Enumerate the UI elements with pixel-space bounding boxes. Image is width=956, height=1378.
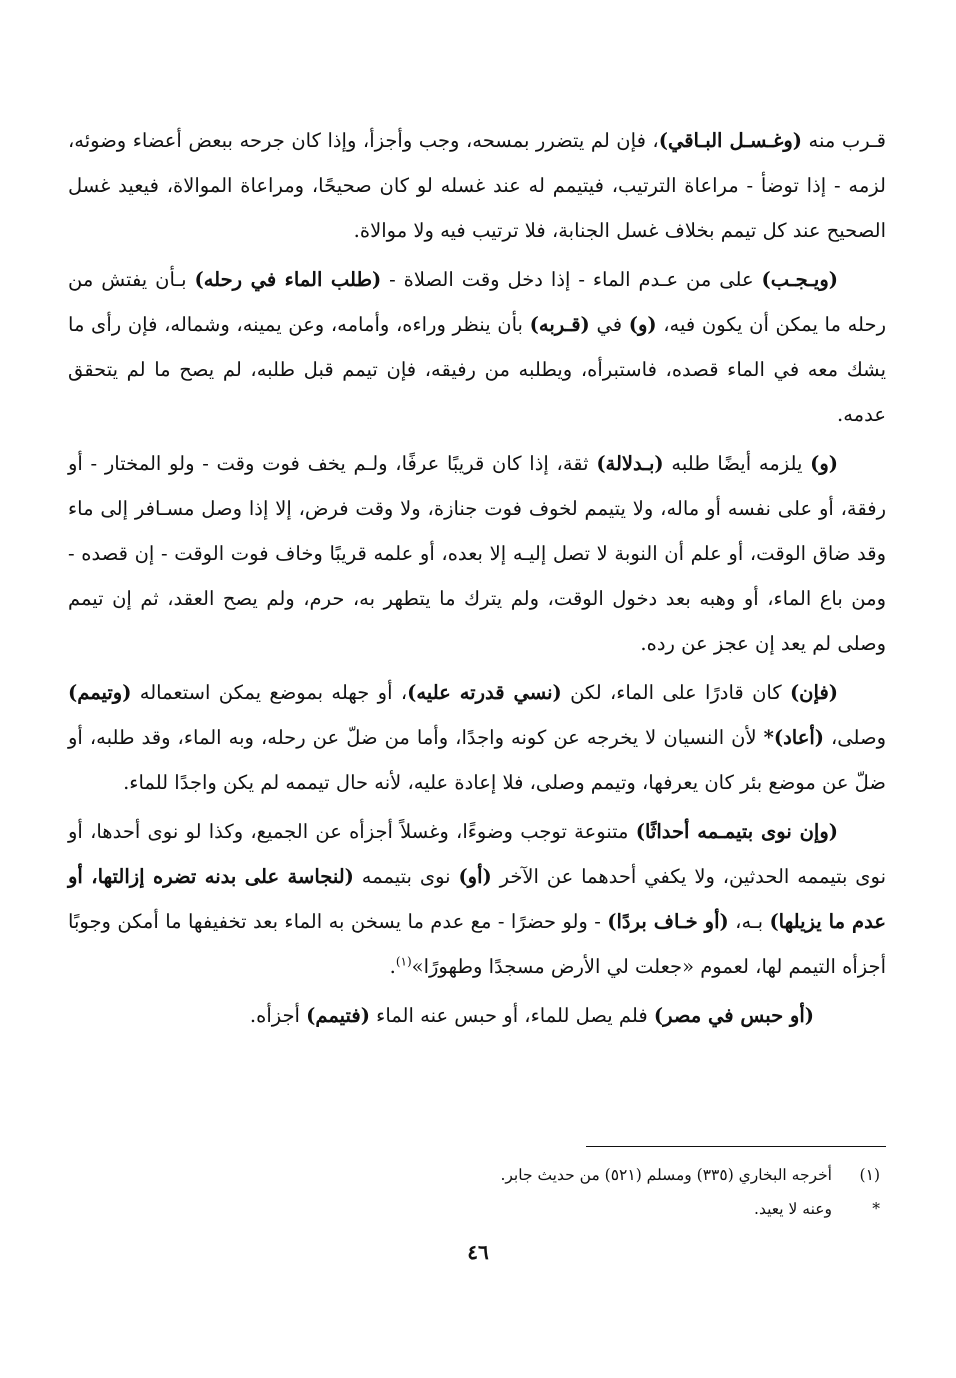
sharh-text: بـأن يفتش من رحله ما يمكن أن يكون فيه، — [68, 268, 886, 336]
sharh-text: ، فإن لم يتضرر بمسحه، وجب وأجزأ، وإذا كان جرحه ببعض أعضاء وضوئه، لزمه - إذا توضأ - مراعاة الترتيب، فيتيمم له عند غسله لو كان صحيحًا، ومراعاة الموالاة، فيعيد غسل الصحيح عند كل تيمم بخلاف غسل الجنابة، فلا ترتيب فيه ولا موالاة. — [68, 129, 886, 242]
paragraph-5 — [68, 809, 886, 989]
footnote-1 — [180, 1158, 880, 1192]
sharh-text: فلم يصل للماء، أو حبس عنه الماء — [369, 1004, 654, 1027]
sharh-text: . — [389, 955, 396, 978]
footnotes — [180, 1158, 880, 1226]
footnote-2-mark: * — [872, 1200, 880, 1218]
matn-text: (ويـجـب) — [761, 268, 838, 291]
sharh-text: لأن النسيان لا يخرجه عن كونه واجدًا، وأما من ضلّ عن رحله، وبه الماء، وقد طلبه، أو ضلّ عن موضع بئر كان يعرفها، وتيمم وصلى، فلا إعادة عليه، لأنه حال تيممه لم يكن واجدًا للماء. — [68, 726, 886, 794]
matn-text: (وإن نوى بتيمـمه أحداثًا) — [635, 820, 838, 843]
footnote-2 — [180, 1192, 880, 1226]
matn-text: (بـدلالة) — [596, 452, 664, 475]
matn-text: (فإن) — [789, 681, 838, 704]
paragraph-2 — [68, 257, 886, 437]
paragraph-3 — [68, 441, 886, 666]
sharh-text: بأن ينظر وراءه، وأمامه، وعن يمينه، وشماله، فإن رأى ما يشك معه في الماء قصده، فاستبرأه، ويطلبه من رفيقه، فإن تيمم قبل طلبه، لم يصح ما لم يتحقق عدمه. — [68, 313, 886, 426]
matn-text: (أو حبس في مصر) — [653, 1004, 814, 1027]
matn-text: (وغـسـل البـاقي) — [658, 129, 802, 152]
sharh-text: قـرب منه — [802, 129, 887, 152]
sharh-text: - ولو حضرًا - مع عدم ما يسخن به الماء بعد تخفيفها ما أمكن وجوبًا أجزأه التيمم لها، لعموم «جعلت لي الأرض مسجدًا وطهورًا» — [68, 910, 886, 978]
paragraph-4 — [68, 670, 886, 805]
matn-text: (فتيمم) — [306, 1004, 370, 1027]
page-body — [68, 118, 886, 1042]
footnote-separator — [586, 1146, 886, 1147]
sharh-text: في — [589, 313, 629, 336]
footnote-1-text: أخرجه البخاري (٣٣٥) ومسلم (٥٢١) من حديث جابر. — [500, 1166, 832, 1184]
matn-text: (نسي قدرته عليه) — [407, 681, 562, 704]
paragraph-6 — [68, 993, 886, 1038]
sharh-text: أجزأه. — [249, 1004, 307, 1027]
sharh-text: وصلى، — [823, 726, 886, 749]
matn-text: (قـربه) — [529, 313, 590, 336]
paragraph-1 — [68, 118, 886, 253]
sharh-text: ، أو جهله بموضع يمكن استعماله — [131, 681, 408, 704]
matn-text: (و) — [628, 313, 657, 336]
matn-text: (طلب الماء في رحله) — [194, 268, 382, 291]
matn-text: (أو) — [458, 865, 492, 888]
footnote-reference[interactable]: (١) — [395, 954, 412, 969]
sharh-text: نوى بتيممه — [353, 865, 459, 888]
sharh-text: كان قادرًا على الماء، لكن — [561, 681, 790, 704]
matn-text: (وتيمم) — [68, 681, 132, 704]
matn-text: (لنجاسة على بدنه تضره إزالتها، أو عدم ما يزيلها) — [68, 865, 886, 933]
footnote-1-mark: (١) — [859, 1166, 880, 1184]
sharh-text: على من عـدم الماء - إذا دخل وقت الصلاة - — [381, 268, 762, 291]
matn-text: (أو خـاف بردًا) — [607, 910, 729, 933]
sharh-text: متنوعة توجب وضوءًا، وغسلاً أجزأه عن الجميع، وكذا لو نوى أحدها، أو نوى بتيممه الحدثين، ولا يكفي أحدهما عن الآخر — [68, 820, 887, 888]
matn-text: (أعاد)* — [763, 726, 824, 749]
sharh-text: يلزمه أيضًا طلبه — [663, 452, 811, 475]
page-number: ٤٦ — [467, 1240, 489, 1264]
sharh-text: بـه، — [728, 910, 770, 933]
sharh-text: ثقة، إذا كان قريبًا عرفًا، ولـم يخف فوت وقت - ولو المختار - أو رفقة، أو على نفسه أو ماله، ولا يتيمم لخوف فوت جنازة، ولا وقت فرض، إلا إذا وصل مسـافر إلى ماء وقد ضاق الوقت، أو علم أن النوبة لا تصل إليـه إلا بعده، أو علمه قريبًا وخاف فوت الوقت - إن قصده - ومن باع الماء، أو وهبه بعد دخول الوقت، ولم يترك ما يتطهر به، حرم، ولم يصح العقد، ثم إن تيمم وصلى لم يعد إن عجز عن رده. — [68, 452, 886, 655]
matn-text: (و) — [810, 452, 838, 475]
footnote-2-text: وعنه لا يعيد. — [754, 1200, 832, 1218]
